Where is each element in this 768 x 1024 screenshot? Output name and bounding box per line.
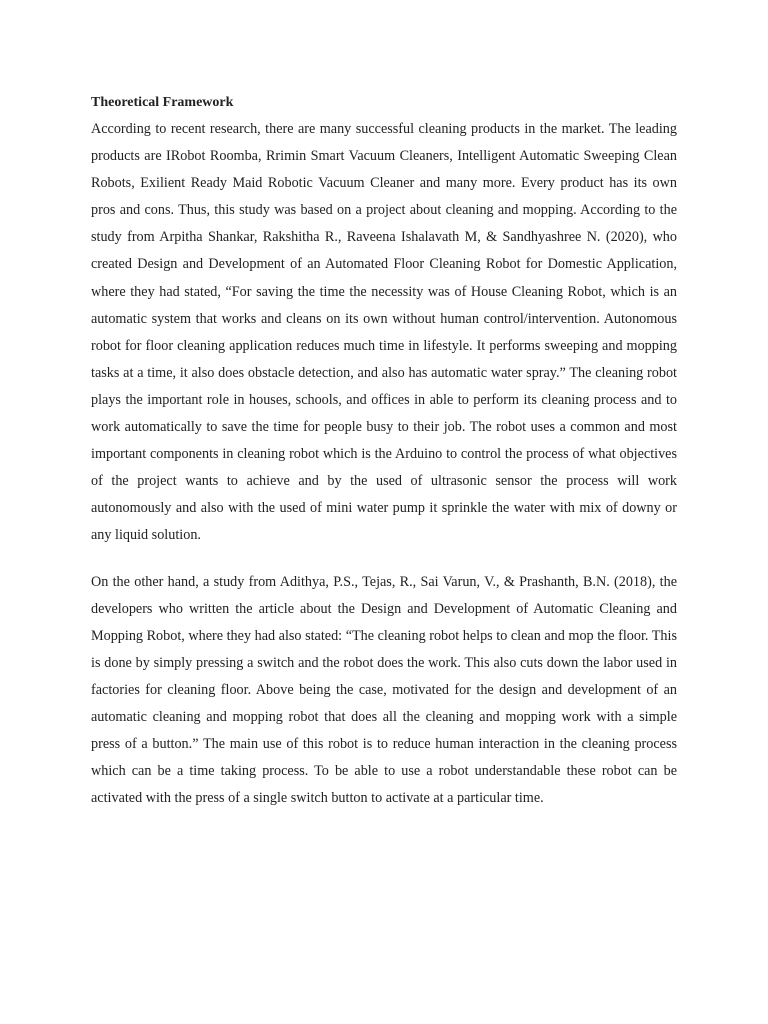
section-heading: Theoretical Framework	[91, 95, 234, 110]
paragraph-spacer	[91, 550, 677, 569]
paragraph-cleaning-products: According to recent research, there are many successful cleaning products in the market. The leading products are IRobot Roomba, Rrimin Smart Vacuum Cleaners, Intelligent Automatic Sweeping Clean Robots, Exilient Ready Maid Robotic Vacuum Cleaner and many more. Every product has its own pros and cons. Thus, this study was based on a project about cleaning and mopping. According to the study from Arpitha Shankar, Rakshitha R., Raveena Ishalavath M, & Sandhyashree N. (2020), who created Design and Development of an Automated Floor Cleaning Robot for Domestic Application, where they had stated, “For saving the time the necessity was of House Cleaning Robot, which is an automatic system that works and cleans on its own without human control/intervention. Autonomous robot for floor cleaning application reduces much time in lifestyle. It performs sweeping and mopping tasks at a time, it also does obstacle detection, and also has automatic water spray.” The cleaning robot plays the important role in houses, schools, and offices in able to perform its cleaning process and to work automatically to save the time for people busy to their job. The robot uses a common and most important components in cleaning robot which is the Arduino to control the process of what objectives of the project wants to achieve and by the used of ultrasonic sensor the process will work autonomously and also with the used of mini water pump it sprinkle the water with mix of downy or any liquid solution.	[91, 121, 677, 544]
paragraph-adithya-study: On the other hand, a study from Adithya, P.S., Tejas, R., Sai Varun, V., & Prashanth, B.N. (2018), the developers who written the article about the Design and Development of Automatic Cleaning and Mopping Robot, where they had also stated: “The cleaning robot helps to clean and mop the floor. This is done by simply pressing a switch and the robot does the work. This also cuts down the labor used in factories for cleaning floor. Above being the case, motivated for the design and development of an automatic cleaning and mopping robot that does all the cleaning and mopping work with a simple press of a button.” The main use of this robot is to reduce human interaction in the cleaning process which can be a time taking process. To be able to use a robot understandable these robot can be activated with the press of a single switch button to activate at a particular time.	[91, 573, 677, 807]
document-body	[91, 93, 677, 812]
